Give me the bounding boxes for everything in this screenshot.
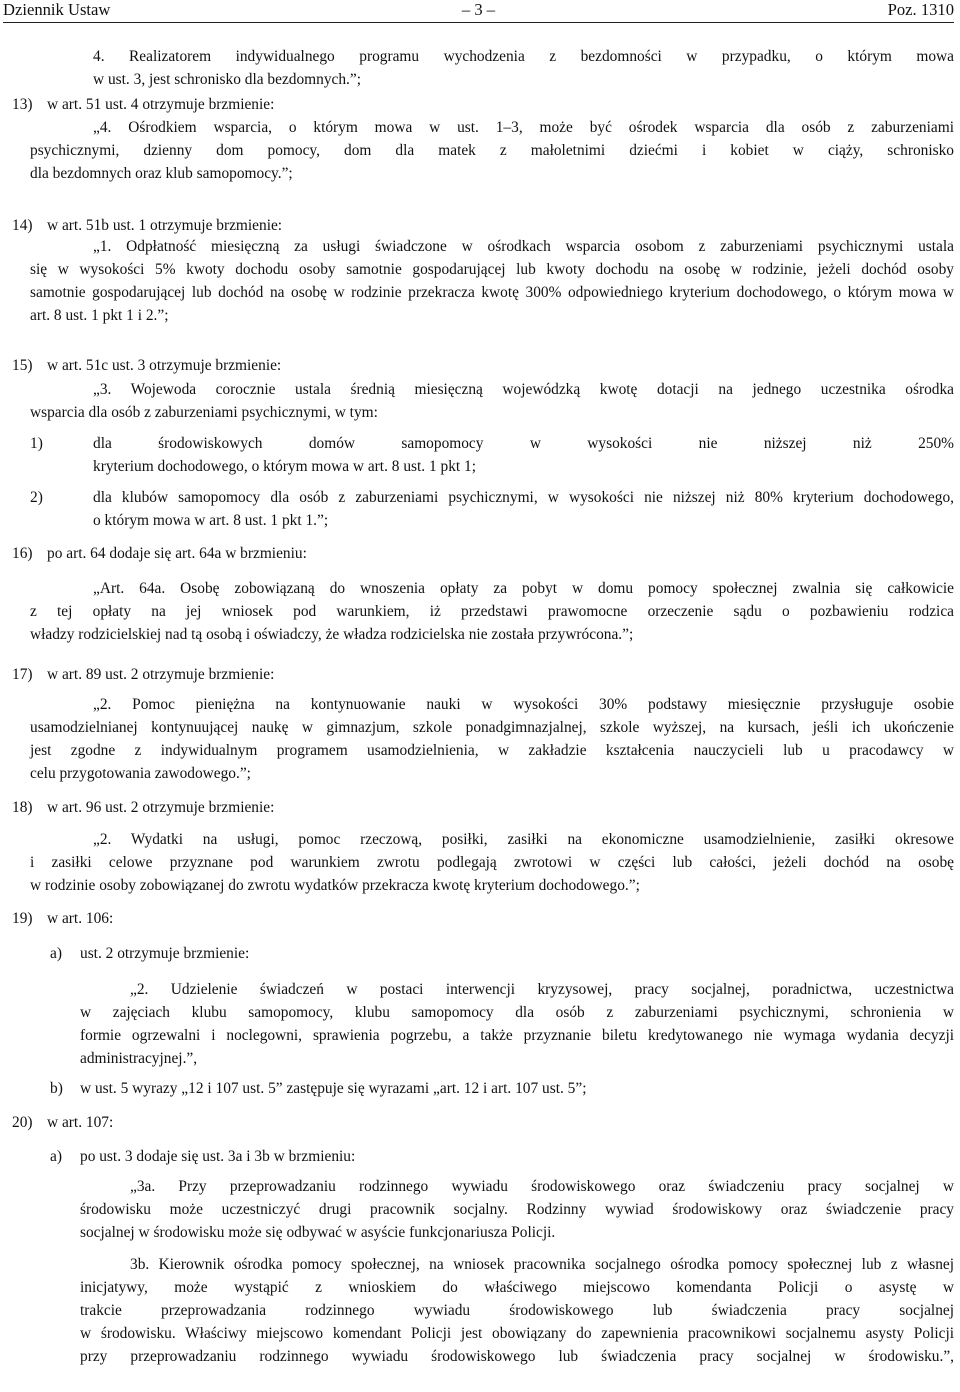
paragraph: „2. Udzielenie świadczeń w postaci interwencji kryzysowej, pracy socjalnej, poradnictwa, uczestnictwa w zajęciach klubu samopomocy, klubu samopomocy dla osób z zaburzeniami psychicznymi, schronienia w formie ogrzewalni i noclegowni, sprawienia pogrzebu, a także przyznanie biletu kredytowanego nie wymaga wydania decyzji administracyjnej.”, (80, 981, 954, 1067)
item-number: 17) (12, 666, 33, 683)
item-number: 1) (30, 435, 43, 452)
paragraph: „2. Wydatki na usługi, pomoc rzeczową, posiłki, zasiłki na ekonomiczne usamodzielnienie, zasiłki okresowe i zasiłki celowe przyznane pod warunkiem zwrotu podlegają zwrotowi w części lub całości, jeżeli dochód na osobę w rodzinie osoby zobowiązanej do zwrotu wydatków przekracza kwotę kryterium dochodowego.”; (30, 831, 954, 894)
list-item-text: w art. 51 ust. 4 otrzymuje brzmienie: (47, 96, 275, 113)
page-header (3, 0, 954, 23)
list-item-text: po art. 64 dodaje się art. 64a w brzmieniu: (47, 545, 307, 562)
journal-title: Dziennik Ustaw (3, 0, 111, 19)
paragraph: „1. Odpłatność miesięczną za usługi świadczone w ośrodkach wsparcia osobom z zaburzeniami psychicznymi ustala się w wysokości 5% kwoty dochodu osoby samotnie gospodarującej lub kwoty dochodu na osobę w rodzinie, jeżeli dochód osoby samotnie gospodarującej lub dochód na osobę w rodzinie przekracza kwotę 300% odpowiedniego kryterium dochodowego, o którym mowa w art. 8 ust. 1 pkt 1 i 2.”; (30, 238, 954, 324)
list-item-text: w ust. 5 wyrazy „12 i 107 ust. 5” zastępuje się wyrazami „art. 12 i art. 107 ust. 5”; (80, 1080, 587, 1097)
position-number: Poz. 1310 (887, 0, 954, 19)
list-item-text: dla klubów samopomocy dla osób z zaburzeniami psychicznymi, w wysokości nie niższej niż 80% kryterium dochodowego, o którym mowa w art. 8 ust. 1 pkt 1.”; (93, 489, 954, 529)
list-item-text: po ust. 3 dodaje się ust. 3a i 3b w brzmieniu: (80, 1148, 356, 1165)
item-number: b) (50, 1080, 63, 1097)
paragraph: „4. Ośrodkiem wsparcia, o którym mowa w ust. 1–3, może być ośrodek wsparcia dla osób z zaburzeniami psychicznymi, dzienny dom pomocy, dom dla matek z małoletnimi dziećmi i kobiet w ciąży, schronisko dla bezdomnych oraz klub samopomocy.”; (30, 119, 954, 182)
item-number: 20) (12, 1114, 33, 1131)
page-number: – 3 – (461, 0, 496, 19)
item-number: a) (50, 1148, 62, 1165)
item-number: 19) (12, 910, 33, 927)
item-number: 14) (12, 217, 33, 234)
paragraph: „2. Pomoc pieniężna na kontynuowanie nauki w wysokości 30% podstawy miesięcznie przysługuje osobie usamodzielnianej kontynuującej naukę w gimnazjum, szkole ponadgimnazjalnej, szkole wyższej, na kursach, jeśli ich ukończenie jest zgodne z indywidualnym programem usamodzielnienia, w zakładzie kształcenia nauczycieli lub u pracodawcy w celu przygotowania zawodowego.”; (30, 696, 954, 782)
list-item-text: w art. 89 ust. 2 otrzymuje brzmienie: (47, 666, 275, 683)
item-number: 13) (12, 96, 33, 113)
item-number: a) (50, 945, 62, 962)
paragraph: „Art. 64a. Osobę zobowiązaną do wnoszenia opłaty za pobyt w domu pomocy społecznej zwalnia się całkowicie z tej opłaty na jej wniosek pod warunkiem, iż przedstawi prawomocne orzeczenie sądu o pozbawieniu rodzica władzy rodzicielskiej nad tą osobą i oświadczy, że władza rodzicielska nie została przywrócona.”; (30, 580, 954, 643)
list-item-text: w art. 107: (47, 1114, 114, 1131)
paragraph: „3. Wojewoda corocznie ustala średnią miesięczną wojewódzką kwotę dotacji na jednego uczestnika ośrodka wsparcia dla osób z zaburzeniami psychicznymi, w tym: (30, 381, 954, 421)
item-number: 16) (12, 545, 33, 562)
list-item-text: w art. 106: (47, 910, 114, 927)
list-item-text: w art. 51b ust. 1 otrzymuje brzmienie: (47, 217, 283, 234)
item-number: 2) (30, 489, 43, 506)
paragraph: „3a. Przy przeprowadzaniu rodzinnego wywiadu środowiskowego oraz świadczeniu pracy socjalnej w środowisku może uczestniczyć drugi pracownik socjalny. Rodzinny wywiad środowiskowy oraz świadczenie pracy socjalnej w środowisku może się odbywać w asyście funkcjonariusza Policji. (80, 1178, 954, 1241)
item-number: 18) (12, 799, 33, 816)
list-item-text: w art. 51c ust. 3 otrzymuje brzmienie: (47, 357, 282, 374)
paragraph: 3b. Kierownik ośrodka pomocy społecznej, na wniosek pracownika socjalnego ośrodka pomocy społecznej lub z własnej inicjatywy, może wystąpić z wnioskiem do właściwego miejscowo komendanta Policji o asystę w trakcie przeprowadzania rodzinnego wywiadu środowiskowego lub świadczenia pracy socjalnej w środowisku. Właściwy miejscowo komendant Policji jest obowiązany do zapewnienia pracownikowi socjalnemu asysty Policji przy przeprowadzaniu rodzinnego wywiadu środowiskowego lub świadczenia pracy socjalnej w środowisku.”, (80, 1256, 954, 1365)
paragraph: 4. Realizatorem indywidualnego programu wychodzenia z bezdomności w przypadku, o którym mowa w ust. 3, jest schronisko dla bezdomnych.”; (93, 48, 954, 88)
list-item-text: ust. 2 otrzymuje brzmienie: (80, 945, 250, 962)
item-number: 15) (12, 357, 33, 374)
list-item-text: w art. 96 ust. 2 otrzymuje brzmienie: (47, 799, 275, 816)
list-item-text: dla środowiskowych domów samopomocy w wysokości nie niższej niż 250% kryterium dochodowego, o którym mowa w art. 8 ust. 1 pkt 1; (93, 435, 954, 475)
